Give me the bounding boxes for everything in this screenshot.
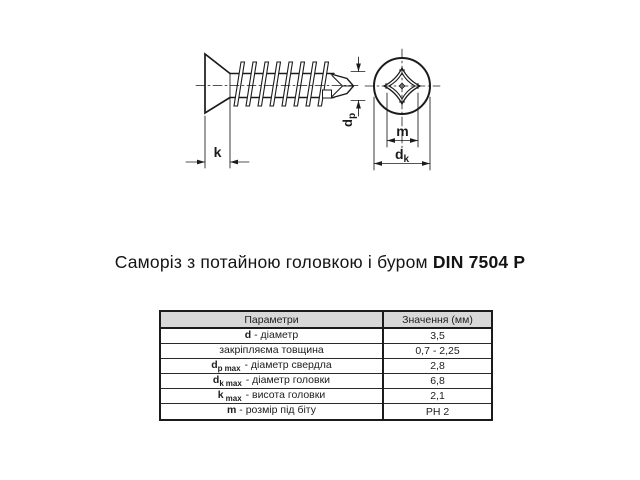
param-symbol: d <box>211 359 218 372</box>
dp-base: d <box>340 119 355 127</box>
param-symbol: d <box>212 374 220 387</box>
header-value: Значення (мм) <box>383 311 492 328</box>
product-title-din: DIN 7504 P <box>432 252 526 272</box>
table-row <box>160 359 492 374</box>
param-text: - діаметр головки <box>245 374 331 387</box>
param-label <box>160 328 383 344</box>
table-row <box>160 374 492 389</box>
arrowhead-icon <box>422 161 430 166</box>
dimension-label-m: m <box>396 123 409 139</box>
drill-flute-notch <box>323 90 332 98</box>
parameters-table <box>159 310 493 421</box>
product-title <box>0 252 640 273</box>
table-row <box>160 344 492 359</box>
param-max-sub: max <box>224 364 241 374</box>
dimension-label-dk <box>395 146 410 165</box>
param-value: PH 2 <box>383 404 492 420</box>
param-text: - діаметр свердла <box>244 359 332 372</box>
front-view <box>365 49 440 170</box>
param-text: - висота головки <box>245 389 326 402</box>
param-label <box>160 359 383 374</box>
param-label <box>160 389 383 404</box>
dk-base: d <box>394 146 404 162</box>
param-max-sub: max <box>225 379 242 389</box>
dimension-label-k: k <box>213 144 222 160</box>
param-max-sub: max <box>225 394 242 404</box>
dimension-label-dp <box>340 113 358 127</box>
table-row <box>160 389 492 404</box>
dk-subscript: k <box>403 154 410 165</box>
param-label <box>160 374 383 389</box>
param-symbol-sub: k <box>219 379 224 389</box>
product-title-text: Саморіз з потайною головкою і буром <box>114 252 433 272</box>
param-value: 3,5 <box>383 328 492 344</box>
param-text: закріпляєма товщина <box>219 344 324 357</box>
param-text: - діаметр <box>254 329 299 341</box>
screw-technical-drawing <box>0 0 640 230</box>
param-symbol: m <box>227 404 237 417</box>
table-header-row <box>160 311 492 328</box>
param-value: 6,8 <box>383 374 492 389</box>
dp-subscript: p <box>347 112 358 120</box>
arrowhead-icon <box>410 138 418 143</box>
param-symbol-sub: p <box>217 364 223 374</box>
param-value: 0,7 - 2,25 <box>383 344 492 359</box>
table-row <box>160 328 492 344</box>
side-view <box>186 54 365 168</box>
param-text: - розмір під біту <box>239 404 316 417</box>
arrowhead-icon <box>387 138 395 143</box>
arrowhead-icon <box>356 101 361 109</box>
arrowhead-icon <box>356 64 361 72</box>
drill-point <box>323 74 354 98</box>
arrowhead-icon <box>230 160 238 165</box>
table-row <box>160 404 492 420</box>
arrowhead-icon <box>374 161 382 166</box>
param-label <box>160 344 383 359</box>
arrowhead-icon <box>197 160 205 165</box>
param-value: 2,1 <box>383 389 492 404</box>
param-label <box>160 404 383 420</box>
param-value: 2,8 <box>383 359 492 374</box>
param-symbol: d <box>244 329 252 341</box>
header-parameters: Параметри <box>160 311 383 328</box>
thread <box>234 62 329 106</box>
countersunk-head <box>205 54 230 113</box>
param-symbol: k <box>217 389 224 402</box>
